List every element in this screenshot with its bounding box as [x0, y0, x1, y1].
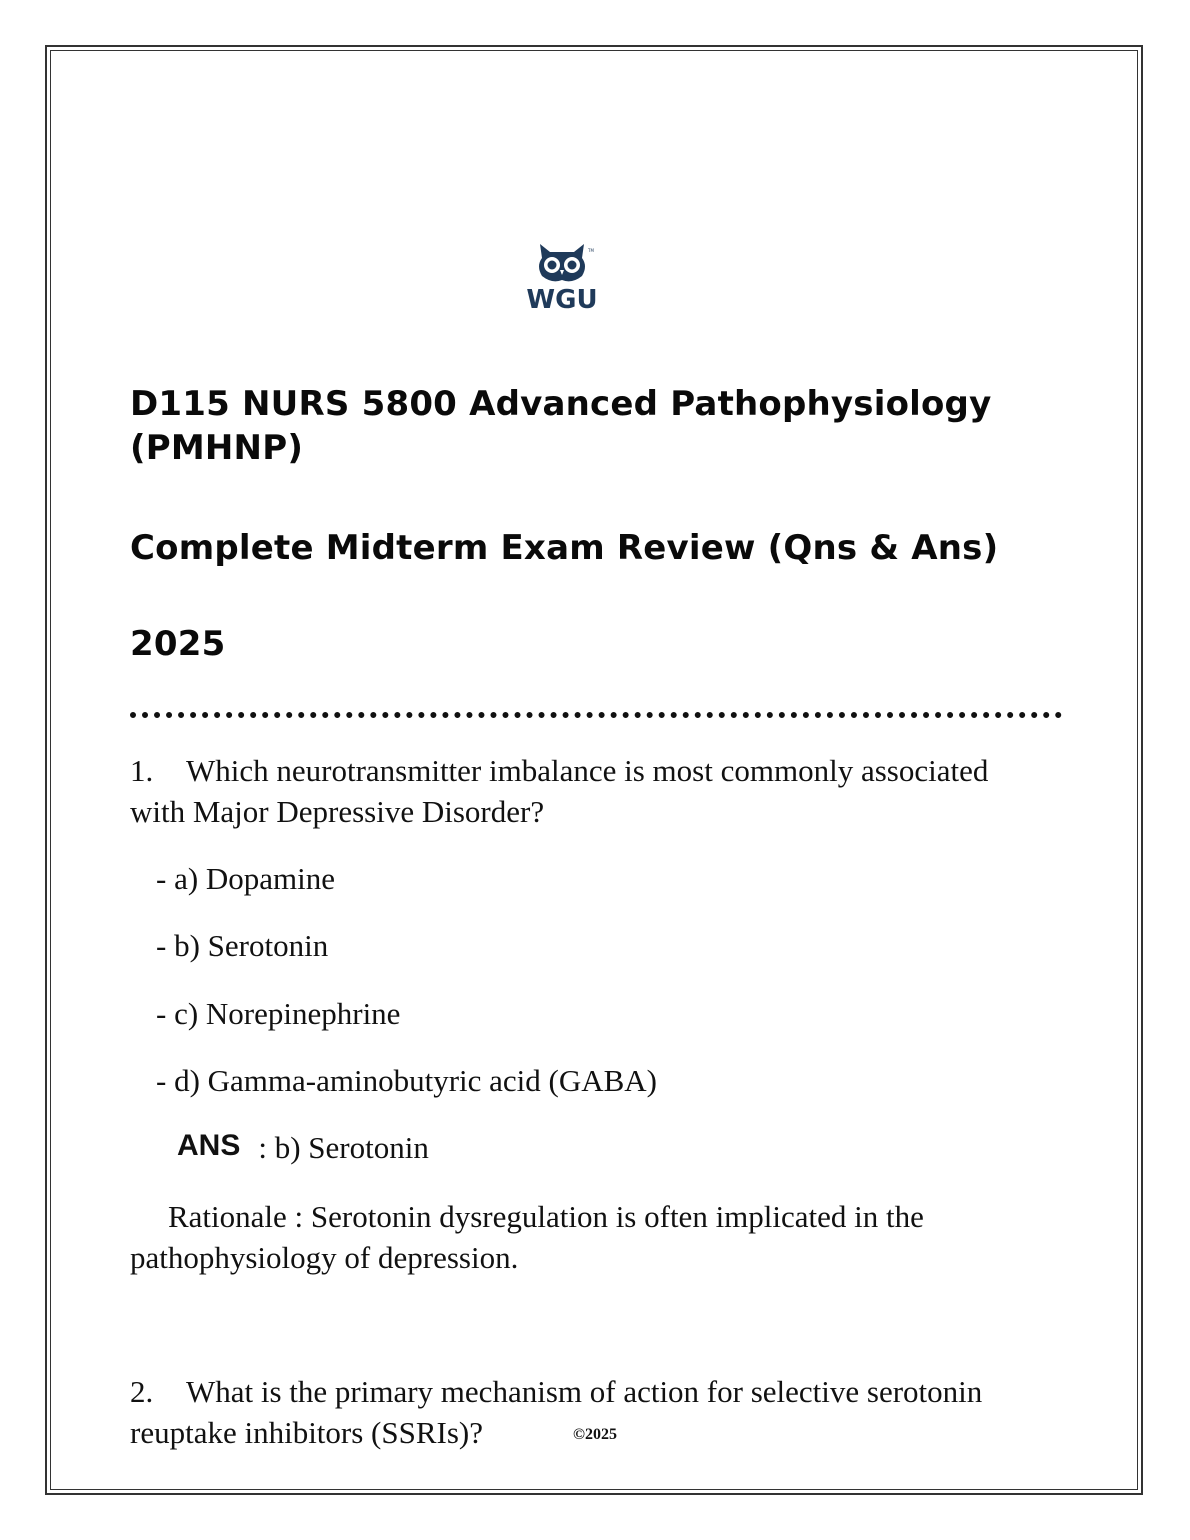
question-1 [130, 750, 1050, 832]
document-title: D115 NURS 5800 Advanced Pathophysiology (PMHNP) [130, 384, 992, 468]
question-text: What is the primary mechanism of action for selective serotonin reuptake inhibitors (SSRIs)? [130, 1374, 983, 1450]
rationale: Rationale : Serotonin dysregulation is often implicated in the pathophysiology of depression. [130, 1199, 924, 1275]
option-c: - c) Norepinephrine [156, 996, 401, 1031]
document-subtitle: Complete Midterm Exam Review (Qns & Ans) [130, 528, 999, 568]
option-d: - d) Gamma-aminobutyric acid (GABA) [156, 1063, 658, 1098]
wgu-logo [516, 240, 608, 316]
answer-text: : b) Serotonin [258, 1130, 429, 1165]
document-year: 2025 [130, 624, 226, 664]
answer-label: ANS [177, 1129, 241, 1162]
question-text: Which neurotransmitter imbalance is most commonly associated with Major Depressive Disorder? [130, 753, 989, 829]
logo-wordmark: WGU [526, 285, 598, 315]
option-b: - b) Serotonin [156, 928, 329, 963]
section-divider [130, 712, 1062, 718]
page-footer: ©2025 [573, 1426, 617, 1443]
question-number: 2. [130, 1374, 154, 1409]
option-a: - a) Dopamine [156, 861, 336, 896]
answer-line [177, 1128, 429, 1169]
svg-text:TM: TM [588, 248, 594, 253]
owl-icon [516, 240, 608, 316]
question-number: 1. [130, 753, 154, 788]
